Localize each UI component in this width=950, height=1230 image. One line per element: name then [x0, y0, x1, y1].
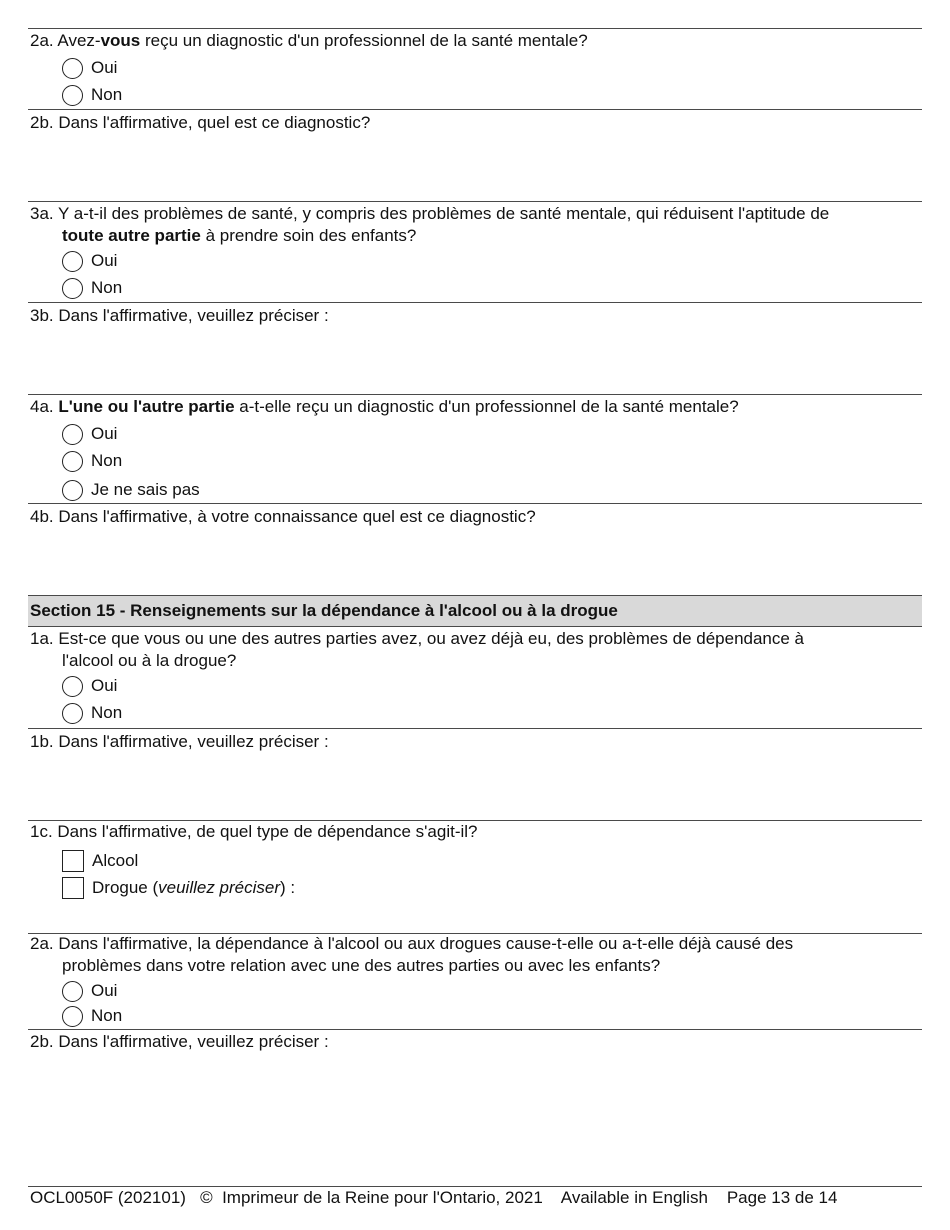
option-label: Oui — [91, 981, 118, 1000]
question-3b: 3b. Dans l'affirmative, veuillez préciser : — [30, 306, 329, 325]
available-in-english: Available in English — [560, 1188, 708, 1207]
divider — [28, 302, 922, 303]
option-label-italic: veuillez préciser — [158, 878, 281, 897]
radio-button[interactable] — [62, 278, 83, 299]
divider — [28, 109, 922, 110]
divider — [28, 728, 922, 729]
footer — [30, 1187, 920, 1209]
answer-field-3b[interactable] — [60, 329, 920, 393]
radio-option-oui[interactable] — [62, 422, 117, 446]
question-4b: 4b. Dans l'affirmative, à votre connaissance quel est ce diagnostic? — [30, 507, 536, 526]
radio-option-oui[interactable] — [62, 979, 117, 1003]
radio-button[interactable] — [62, 1006, 83, 1027]
question-4a — [30, 396, 920, 418]
question-2b-s15: 2b. Dans l'affirmative, veuillez préciser : — [30, 1032, 329, 1051]
divider — [28, 394, 922, 395]
option-label: Je ne sais pas — [91, 480, 200, 499]
answer-field-1b[interactable] — [60, 755, 920, 819]
radio-option-non[interactable] — [62, 83, 122, 107]
radio-option-non[interactable] — [62, 276, 122, 300]
divider — [28, 503, 922, 504]
question-text: à prendre soin des enfants? — [200, 226, 417, 245]
option-label: Oui — [91, 424, 118, 443]
page-number: Page 13 de 14 — [726, 1188, 838, 1207]
form-id: OCL0050F (202101) — [30, 1188, 186, 1207]
checkbox[interactable] — [62, 850, 84, 872]
radio-option-non[interactable] — [62, 701, 122, 725]
question-2b: 2b. Dans l'affirmative, quel est ce diagnostic? — [30, 113, 371, 132]
question-text: Avez- — [53, 31, 101, 50]
option-label-text: ) : — [280, 878, 296, 897]
radio-button[interactable] — [62, 676, 83, 697]
option-label: Non — [91, 278, 123, 297]
question-1a-continued: l'alcool ou à la drogue? — [62, 651, 237, 670]
question-2a — [30, 30, 920, 52]
option-label: Non — [91, 703, 123, 722]
radio-button[interactable] — [62, 981, 83, 1002]
question-1a: 1a. Est-ce que vous ou une des autres parties avez, ou avez déjà eu, des problèmes de dépendance à — [30, 629, 805, 648]
option-label: Non — [91, 1006, 123, 1025]
answer-field-4b[interactable] — [60, 530, 920, 594]
answer-field-2b-s15[interactable] — [60, 1056, 920, 1176]
checkbox[interactable] — [62, 877, 84, 899]
drogue-specify-field[interactable] — [330, 876, 920, 900]
radio-button[interactable] — [62, 703, 83, 724]
radio-option-oui[interactable] — [62, 249, 117, 273]
radio-option-oui[interactable] — [62, 56, 117, 80]
radio-button[interactable] — [62, 58, 83, 79]
answer-field-2b[interactable] — [60, 136, 920, 200]
radio-option-non[interactable] — [62, 1004, 122, 1028]
option-label: Non — [91, 451, 123, 470]
question-2a-s15-continued: problèmes dans votre relation avec une des autres parties ou avec les enfants? — [62, 956, 661, 975]
option-label — [92, 876, 295, 900]
question-emphasis: toute autre partie — [62, 226, 201, 245]
question-text: a-t-elle reçu un diagnostic d'un professionnel de la santé mentale? — [234, 397, 739, 416]
question-3a: 3a. Y a-t-il des problèmes de santé, y compris des problèmes de santé mentale, qui réduisent l'aptitude de — [30, 204, 830, 223]
radio-button[interactable] — [62, 251, 83, 272]
question-3a-continued — [62, 225, 416, 247]
question-2a-s15: 2a. Dans l'affirmative, la dépendance à l'alcool ou aux drogues cause-t-elle ou a-t-elle déjà causé des — [30, 934, 794, 953]
checkbox-option-drogue[interactable] — [62, 876, 295, 900]
option-label: Non — [91, 85, 123, 104]
checkbox-option-alcool[interactable] — [62, 849, 138, 873]
question-number: 4a. — [30, 397, 59, 416]
radio-option-oui[interactable] — [62, 674, 117, 698]
option-label: Oui — [91, 676, 118, 695]
divider — [28, 1029, 922, 1030]
question-emphasis: vous — [100, 31, 141, 50]
question-1b: 1b. Dans l'affirmative, veuillez préciser : — [30, 732, 329, 751]
radio-button[interactable] — [62, 451, 83, 472]
radio-button[interactable] — [62, 424, 83, 445]
question-number: 2a. — [30, 31, 54, 50]
copyright: © Imprimeur de la Reine pour l'Ontario, 2021 — [200, 1188, 543, 1207]
question-1c: 1c. Dans l'affirmative, de quel type de dépendance s'agit-il? — [30, 822, 478, 841]
question-text: reçu un diagnostic d'un professionnel de la santé mentale? — [140, 31, 588, 50]
section-15-header: Section 15 - Renseignements sur la dépendance à l'alcool ou à la drogue — [28, 595, 922, 627]
radio-button[interactable] — [62, 85, 83, 106]
divider — [28, 28, 922, 29]
option-label-text: Drogue ( — [92, 878, 159, 897]
option-label: Oui — [91, 58, 118, 77]
radio-option-je-ne-sais-pas[interactable] — [62, 478, 200, 502]
question-emphasis: L'une ou l'autre partie — [58, 397, 235, 416]
option-label: Alcool — [92, 851, 139, 870]
radio-button[interactable] — [62, 480, 83, 501]
divider — [28, 201, 922, 202]
option-label: Oui — [91, 251, 118, 270]
radio-option-non[interactable] — [62, 449, 122, 473]
